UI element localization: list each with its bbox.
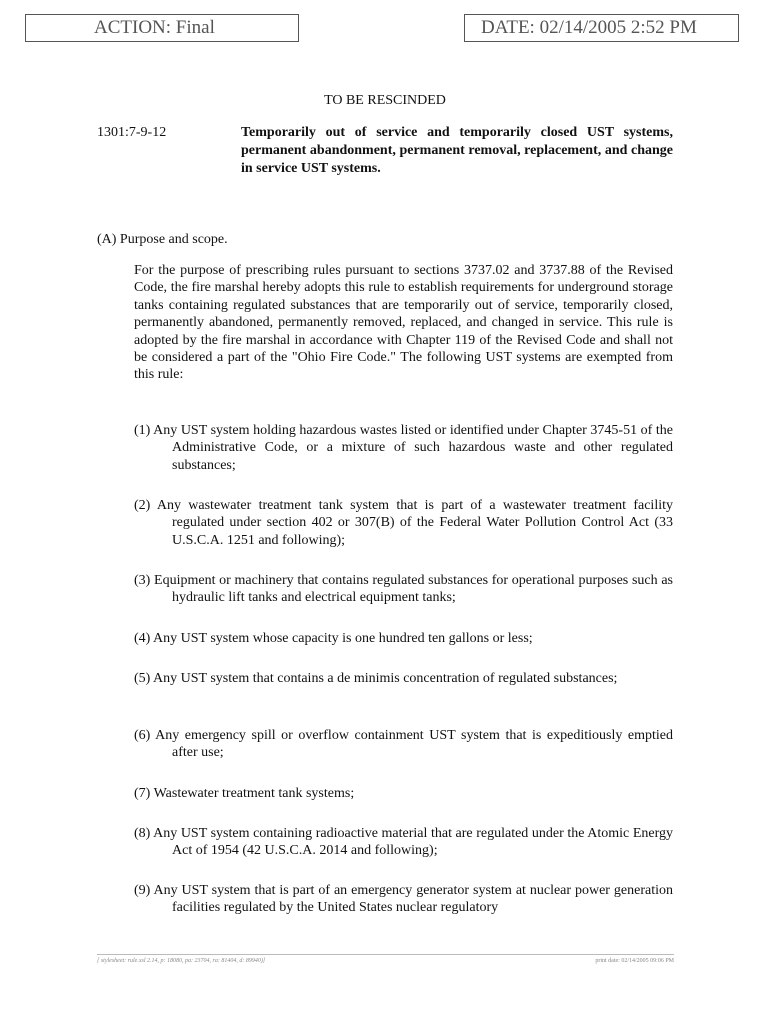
rescind-status: TO BE RESCINDED	[324, 93, 446, 108]
action-box	[25, 14, 299, 42]
exemption-item: (2) Any wastewater treatment tank system that is part of a wastewater treatment facility regulated under section 402 or 307(B) of the Federal Water Pollution Control Act (33 U.S.C.A. 1251 and following);	[134, 498, 673, 548]
footer-divider	[97, 954, 674, 955]
rule-title: Temporarily out of service and temporarily closed UST systems, permanent abandonment, permanent removal, replacement, and change in service UST systems.	[241, 125, 673, 176]
exemption-item: (8) Any UST system containing radioactive material that are regulated under the Atomic Energy Act of 1954 (42 U.S.C.A. 2014 and following);	[134, 826, 673, 859]
exemption-item: (5) Any UST system that contains a de minimis concentration of regulated substances;	[134, 671, 618, 686]
exemption-item: (4) Any UST system whose capacity is one hundred ten gallons or less;	[134, 631, 533, 646]
exemption-item: (3) Equipment or machinery that contains regulated substances for operational purposes such as hydraulic lift tanks and electrical equipment tanks;	[134, 573, 673, 606]
exemption-item: (6) Any emergency spill or overflow containment UST system that is expeditiously emptied after use;	[134, 728, 673, 761]
date-label: DATE: 02/14/2005 2:52 PM	[481, 17, 697, 38]
date-box	[464, 14, 739, 42]
section-heading: (A) Purpose and scope.	[97, 232, 228, 247]
footer-stylesheet-info: [ stylesheet: rule.xsl 2.14, p: 18080, pa: 23704, ra: 81404, d: 89940)]	[97, 958, 266, 964]
exemption-item: (1) Any UST system holding hazardous wastes listed or identified under Chapter 3745-51 of the Administrative Code, or a mixture of such hazardous waste and other regulated substances;	[134, 423, 673, 473]
footer-print-date: print date: 02/14/2005 09:06 PM	[595, 958, 674, 964]
intro-paragraph: For the purpose of prescribing rules pursuant to sections 3737.02 and 3737.88 of the Revised Code, the fire marshal hereby adopts this rule to establish requirements for underground storage tanks containing regulated substances that are temporarily out of service, temporarily closed, permanently abandoned, permanently removed, replaced, and changed in service. This rule is adopted by the fire marshal in accordance with Chapter 119 of the Revised Code and shall not be considered a part of the "Ohio Fire Code." The following UST systems are exempted from this rule:	[134, 263, 673, 383]
rule-number: 1301:7-9-12	[97, 125, 167, 140]
exemption-item: (7) Wastewater treatment tank systems;	[134, 786, 355, 801]
exemption-item: (9) Any UST system that is part of an emergency generator system at nuclear power generation facilities regulated by the United States nuclear regulatory	[134, 883, 673, 916]
action-label: ACTION: Final	[94, 17, 215, 38]
